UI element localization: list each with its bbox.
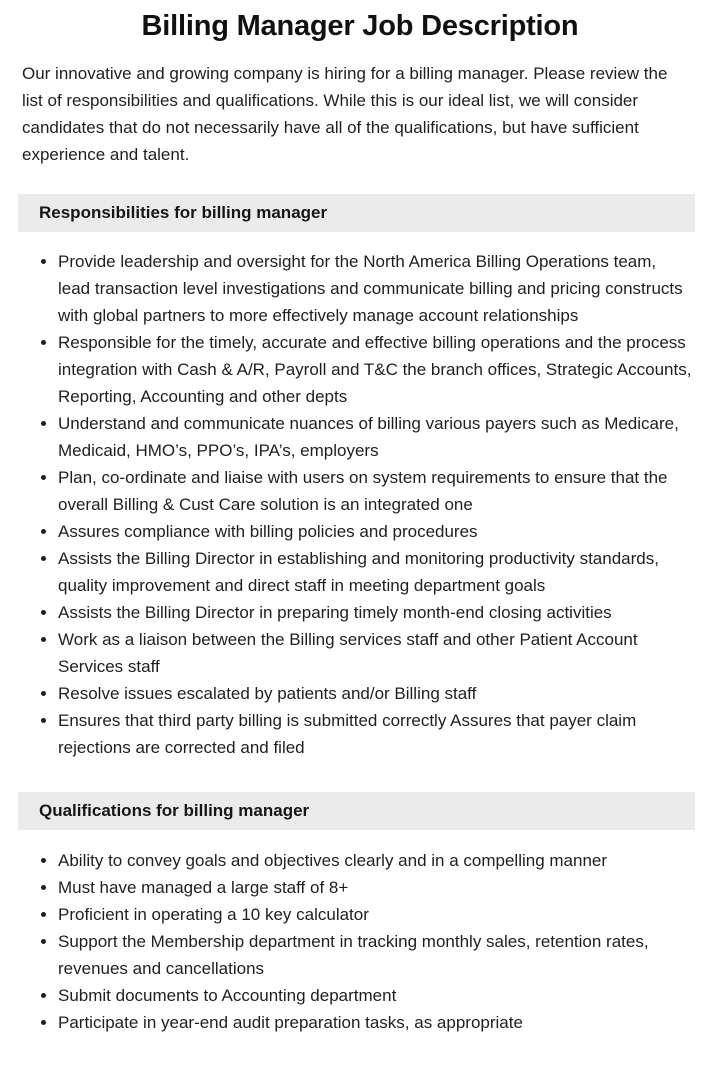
responsibilities-list [0, 248, 720, 761]
list-item: Support the Membership department in tracking monthly sales, retention rates, revenues and cancellations [0, 928, 692, 982]
list-item: Plan, co-ordinate and liaise with users on system requirements to ensure that the overall Billing & Cust Care solution is an integrated one [0, 464, 692, 518]
section-responsibilities [0, 194, 720, 761]
list-item: Proficient in operating a 10 key calculator [0, 901, 692, 928]
list-item: Assists the Billing Director in preparing timely month-end closing activities [0, 599, 692, 626]
section-qualifications [0, 792, 720, 1036]
section-heading-responsibilities: Responsibilities for billing manager [18, 194, 695, 232]
list-item: Participate in year-end audit preparation tasks, as appropriate [0, 1009, 692, 1036]
list-item: Ensures that third party billing is submitted correctly Assures that payer claim rejections are corrected and filed [0, 707, 692, 761]
page-title: Billing Manager Job Description [141, 10, 579, 42]
list-item: Assures compliance with billing policies and procedures [0, 518, 692, 545]
intro-paragraph: Our innovative and growing company is hiring for a billing manager. Please review the list of responsibilities and qualifications. While this is our ideal list, we will consider candidates that do not necessarily have all of the qualifications, but have sufficient experience and talent. [22, 64, 668, 164]
section-heading-qualifications: Qualifications for billing manager [18, 792, 695, 830]
list-item: Work as a liaison between the Billing services staff and other Patient Account Services staff [0, 626, 692, 680]
list-item: Submit documents to Accounting department [0, 982, 692, 1009]
list-item: Provide leadership and oversight for the North America Billing Operations team, lead transaction level investigations and communicate billing and pricing constructs with global partners to more effectively manage account relationships [0, 248, 692, 329]
list-item: Must have managed a large staff of 8+ [0, 874, 692, 901]
list-item: Ability to convey goals and objectives clearly and in a compelling manner [0, 847, 692, 874]
list-item: Resolve issues escalated by patients and/or Billing staff [0, 680, 692, 707]
list-item: Understand and communicate nuances of billing various payers such as Medicare, Medicaid, HMO’s, PPO’s, IPA’s, employers [0, 410, 692, 464]
list-item: Responsible for the timely, accurate and effective billing operations and the process integration with Cash & A/R, Payroll and T&C the branch offices, Strategic Accounts, Reporting, Accounting and other depts [0, 329, 692, 410]
qualifications-list [0, 847, 720, 1036]
list-item: Assists the Billing Director in establishing and monitoring productivity standards, quality improvement and direct staff in meeting department goals [0, 545, 692, 599]
